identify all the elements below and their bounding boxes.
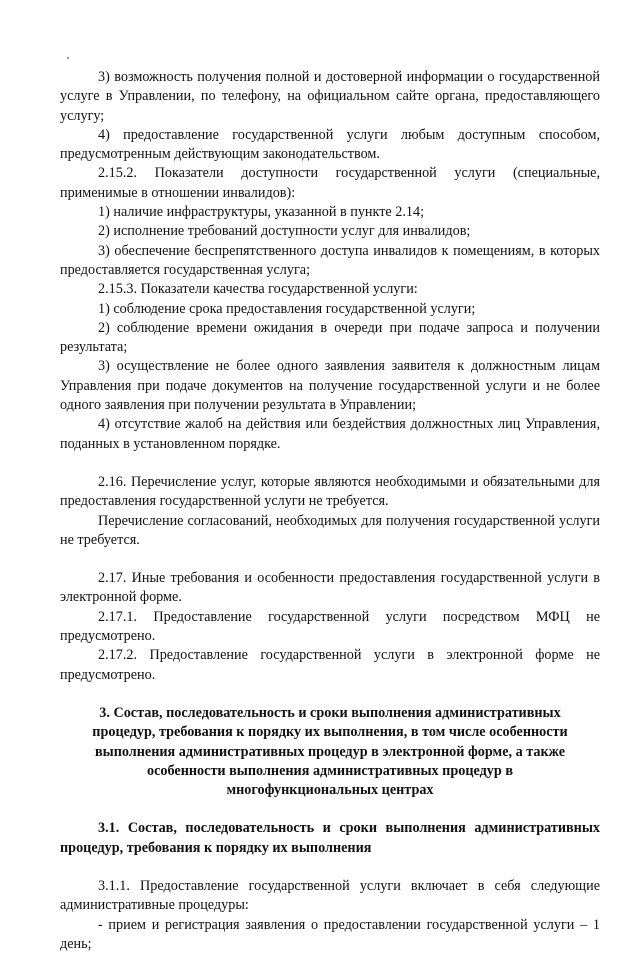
paragraph: 1) соблюдение срока предоставления государственной услуги; <box>98 300 476 317</box>
paragraph: 1) наличие инфраструктуры, указанной в пункте 2.14; <box>98 204 425 221</box>
spacer <box>60 800 600 819</box>
paragraph: 2.15.3. Показатели качества государственной услуги: <box>98 281 418 298</box>
paragraph: 2.17.1. Предоставление государственной услуги посредством МФЦ не предусмотрено. <box>60 608 600 645</box>
paragraph: 3) осуществление не более одного заявления заявителя к должностным лицам Управления при подаче документов на получение государственной услуги и не более одного заявления при получении результата в Управлении; <box>60 358 600 414</box>
paragraph: 3) возможность получения полной и достоверной информации о государственной услуге в Управлении, по телефону, на официальном сайте органа, предоставляющего услугу; <box>60 69 600 124</box>
spacer <box>60 550 600 569</box>
paragraph: 2.15.2. Показатели доступности государственной услуги (специальные, применимые в отношении инвалидов): <box>60 165 600 201</box>
paragraph: 2.17. Иные требования и особенности предоставления государственной услуги в электронной форме. <box>60 570 600 606</box>
subsection-heading: 3.1. Состав, последовательность и сроки выполнения административных процедур, требования к порядку их выполнения <box>60 820 600 856</box>
paragraph: 4) отсутствие жалоб на действия или бездействия должностных лиц Управления, поданных в установленном порядке. <box>60 416 600 452</box>
spacer <box>60 454 600 473</box>
spacer <box>60 858 600 877</box>
paragraph: 4) предоставление государственной услуги любым доступным способом, предусмотренным действующим законодательством. <box>60 126 600 163</box>
paragraph: - прием и регистрация заявления о предоставлении государственной услуги – 1 день; <box>60 916 600 952</box>
paragraph: Перечисление согласований, необходимых для получения государственной услуги не требуется. <box>60 512 600 548</box>
paragraph: 3.1.1. Предоставление государственной услуги включает в себя следующие административные процедуры: <box>60 877 600 914</box>
paragraph: 2.17.2. Предоставление государственной услуги в электронной форме не предусмотрено. <box>60 647 600 683</box>
document-body <box>60 68 600 954</box>
paragraph: 2) соблюдение времени ожидания в очереди при подаче запроса и получении результата; <box>60 319 600 356</box>
spacer <box>60 685 600 704</box>
paragraph: 3) обеспечение беспрепятственного доступа инвалидов к помещениям, в которых предоставляется государственная услуга; <box>60 242 600 278</box>
section-heading: 3. Состав, последовательность и сроки выполнения административных процедур, требования к порядку их выполнения, в том числе особенности выполнения административных процедур в электронной форме, а также особенности выполнения административных процедур в многофункциональных центрах <box>92 704 568 799</box>
paragraph: 2.16. Перечисление услуг, которые являются необходимыми и обязательными для предоставления государственной услуги не требуется. <box>60 473 600 510</box>
paragraph: 2) исполнение требований доступности услуг для инвалидов; <box>98 223 471 240</box>
scan-speck <box>67 57 69 59</box>
